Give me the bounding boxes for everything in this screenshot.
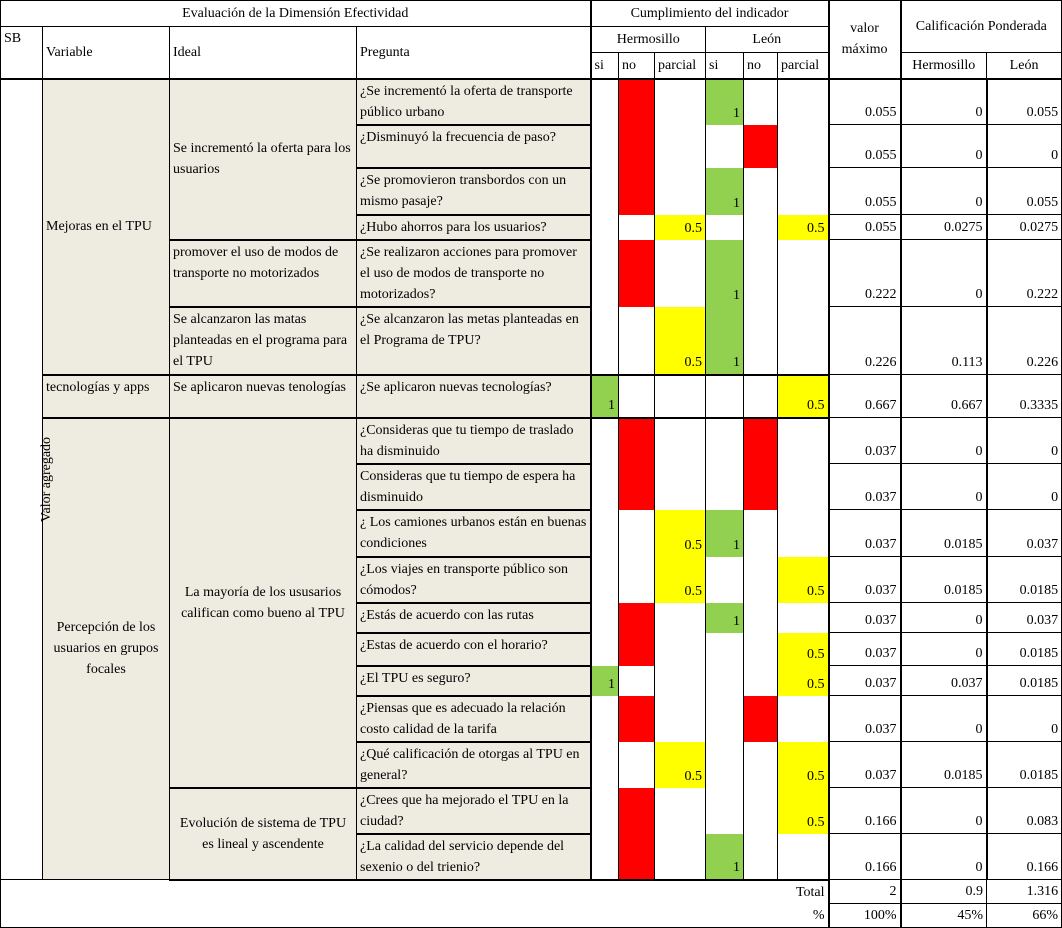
question-cell: ¿Qué calificación de otorgas al TPU en general? — [357, 742, 591, 788]
l-parcial-header: parcial — [778, 53, 829, 79]
variable-cell: tecnologías y apps — [43, 375, 170, 418]
hermosillo-si-mark — [591, 510, 619, 557]
calif-hermosillo-cell: 0.0185 — [901, 742, 987, 788]
calif-leon-cell: 0.055 — [987, 168, 1062, 215]
valor-maximo-cell: 0.055 — [829, 215, 901, 240]
leon-si-mark: 1 — [706, 168, 744, 215]
ideal-cell: promover el uso de modos de transporte no motorizados — [170, 240, 357, 307]
question-cell: ¿Crees que ha mejorado el TPU en la ciudad? — [357, 788, 591, 834]
hermosillo-no-mark — [619, 375, 655, 418]
hermosillo-si-mark: 1 — [591, 375, 619, 418]
valor-maximo-cell: 0.055 — [829, 125, 901, 168]
calif-leon-cell: 0.0185 — [987, 742, 1062, 788]
leon-parcial-mark: 0.5 — [778, 788, 829, 834]
variable-header: Variable — [43, 27, 170, 79]
calif-hermosillo-cell: 0 — [901, 125, 987, 168]
calif-hermosillo-cell: 0 — [901, 696, 987, 742]
hermosillo-no-mark: 0 — [619, 696, 655, 742]
leon-parcial-mark — [778, 418, 829, 464]
question-cell: ¿ Los camiones urbanos están en buenas condiciones — [357, 510, 591, 557]
leon-parcial-mark: 0.5 — [778, 666, 829, 696]
ideal-header: Ideal — [170, 27, 357, 79]
pct-leon: 66% — [987, 904, 1062, 928]
hermosillo-parcial-mark — [655, 240, 706, 307]
leon-parcial-mark — [778, 240, 829, 307]
calif-leon-cell: 0 — [987, 125, 1062, 168]
valor-maximo-cell: 0.037 — [829, 418, 901, 464]
hermosillo-si-mark — [591, 603, 619, 633]
total-hermosillo: 0.9 — [901, 880, 987, 904]
pregunta-header: Pregunta — [357, 27, 591, 79]
question-cell: ¿Piensas que es adecuado la relación costo calidad de la tarifa — [357, 696, 591, 742]
leon-parcial-mark — [778, 464, 829, 510]
leon-parcial-mark — [778, 510, 829, 557]
calif-leon-header: León — [987, 53, 1062, 79]
leon-si-mark: 1 — [706, 510, 744, 557]
leon-parcial-mark — [778, 307, 829, 375]
calif-leon-cell: 0.0275 — [987, 215, 1062, 240]
hermosillo-si-mark — [591, 834, 619, 880]
hermosillo-no-mark: 0 — [619, 834, 655, 880]
ideal-cell: Se incrementó la oferta para los usuarios — [170, 79, 357, 240]
question-cell: Consideras que tu tiempo de espera ha disminuido — [357, 464, 591, 510]
h-si-header: si — [591, 53, 619, 79]
hermosillo-si-mark — [591, 79, 619, 125]
hermosillo-si-mark — [591, 418, 619, 464]
hermosillo-parcial-mark — [655, 79, 706, 125]
sb-header: SB — [1, 27, 43, 79]
leon-si-mark — [706, 788, 744, 834]
calif-leon-cell: 0.0185 — [987, 666, 1062, 696]
ideal-cell: Se alcanzaron las matas planteadas en el programa para el TPU — [170, 307, 357, 375]
calif-leon-cell: 0.037 — [987, 603, 1062, 633]
leon-no-mark — [744, 742, 778, 788]
calif-leon-cell: 0.0185 — [987, 633, 1062, 666]
leon-no-mark — [744, 834, 778, 880]
hermosillo-si-mark — [591, 464, 619, 510]
valor-maximo-cell: 0.037 — [829, 666, 901, 696]
leon-si-mark — [706, 215, 744, 240]
calif-leon-cell: 0.166 — [987, 834, 1062, 880]
calif-hermosillo-header: Hermosillo — [901, 53, 987, 79]
hermosillo-no-mark: 0 — [619, 79, 655, 125]
calif-hermosillo-cell: 0.0275 — [901, 215, 987, 240]
calif-leon-cell: 0 — [987, 464, 1062, 510]
leon-no-mark — [744, 557, 778, 603]
total-label: Total — [1, 880, 829, 904]
valor-maximo-cell: 0.037 — [829, 633, 901, 666]
leon-parcial-mark: 0.5 — [778, 215, 829, 240]
hermosillo-si-mark — [591, 215, 619, 240]
calif-leon-cell: 0 — [987, 696, 1062, 742]
hermosillo-parcial-mark — [655, 464, 706, 510]
hermosillo-no-mark — [619, 557, 655, 603]
leon-no-mark — [744, 215, 778, 240]
hermosillo-si-mark — [591, 240, 619, 307]
pct-label: % — [1, 904, 829, 928]
table-row — [1, 375, 1062, 418]
hermosillo-no-mark: 0 — [619, 168, 655, 215]
question-cell: ¿Se realizaron acciones para promover el uso de modos de transporte no motorizados? — [357, 240, 591, 307]
table-row — [1, 418, 1062, 464]
question-cell: ¿Se alcanzaron las metas planteadas en el Programa de TPU? — [357, 307, 591, 375]
hermosillo-parcial-mark — [655, 666, 706, 696]
l-si-header: si — [706, 53, 744, 79]
leon-parcial-mark — [778, 834, 829, 880]
question-cell: ¿Disminuyó la frecuencia de paso? — [357, 125, 591, 168]
hermosillo-no-mark — [619, 666, 655, 696]
calif-leon-cell: 0.3335 — [987, 375, 1062, 418]
question-cell: ¿Consideras que tu tiempo de traslado ha disminuido — [357, 418, 591, 464]
hermosillo-parcial-mark — [655, 168, 706, 215]
calif-hermosillo-cell: 0 — [901, 418, 987, 464]
calif-hermosillo-cell: 0 — [901, 168, 987, 215]
question-cell: ¿Se promovieron transbordos con un mismo pasaje? — [357, 168, 591, 215]
calif-hermosillo-cell: 0 — [901, 788, 987, 834]
valor-maximo-cell: 0.055 — [829, 168, 901, 215]
table-row — [1, 79, 1062, 125]
h-parcial-header: parcial — [655, 53, 706, 79]
hermosillo-parcial-mark — [655, 834, 706, 880]
variable-cell: Percepción de los usuarios en grupos focales — [43, 418, 170, 880]
hermosillo-no-mark — [619, 742, 655, 788]
leon-si-mark — [706, 696, 744, 742]
hermosillo-no-mark: 0 — [619, 418, 655, 464]
calif-leon-cell: 0.083 — [987, 788, 1062, 834]
valor-maximo-cell: 0.037 — [829, 742, 901, 788]
calif-hermosillo-cell: 0.0185 — [901, 557, 987, 603]
hermosillo-si-mark — [591, 557, 619, 603]
calif-hermosillo-cell: 0 — [901, 464, 987, 510]
hermosillo-parcial-mark — [655, 788, 706, 834]
leon-si-mark — [706, 633, 744, 666]
valor-maximo-cell: 0.166 — [829, 834, 901, 880]
question-cell: ¿Los viajes en transporte público son cómodos? — [357, 557, 591, 603]
leon-si-mark — [706, 742, 744, 788]
calif-leon-cell: 0.226 — [987, 307, 1062, 375]
leon-no-mark — [744, 633, 778, 666]
leon-no-mark: 0 — [744, 696, 778, 742]
leon-no-mark — [744, 240, 778, 307]
leon-si-mark — [706, 418, 744, 464]
hermosillo-si-mark — [591, 633, 619, 666]
hermosillo-parcial-mark: 0.5 — [655, 307, 706, 375]
calif-hermosillo-cell: 0 — [901, 79, 987, 125]
leon-si-mark — [706, 125, 744, 168]
calif-leon-cell: 0.222 — [987, 240, 1062, 307]
calif-hermosillo-cell: 0 — [901, 633, 987, 666]
question-cell: ¿Hubo ahorros para los usuarios? — [357, 215, 591, 240]
calif-leon-cell: 0.0185 — [987, 557, 1062, 603]
valor-maximo-cell: 0.037 — [829, 510, 901, 557]
h-no-header: no — [619, 53, 655, 79]
leon-si-mark — [706, 666, 744, 696]
leon-si-mark: 1 — [706, 240, 744, 307]
leon-header: León — [706, 27, 829, 53]
leon-si-mark: 1 — [706, 79, 744, 125]
leon-parcial-mark: 0.5 — [778, 742, 829, 788]
l-no-header: no — [744, 53, 778, 79]
hermosillo-no-mark — [619, 510, 655, 557]
hermosillo-parcial-mark — [655, 696, 706, 742]
calif-hermosillo-cell: 0 — [901, 834, 987, 880]
hermosillo-no-mark — [619, 307, 655, 375]
hermosillo-no-mark: 0 — [619, 603, 655, 633]
hermosillo-no-mark: 0 — [619, 788, 655, 834]
hermosillo-parcial-mark — [655, 375, 706, 418]
sb-cell — [1, 79, 55, 880]
calificacion-header: Calificación Ponderada — [901, 1, 1062, 53]
leon-no-mark — [744, 168, 778, 215]
valor-maximo-cell: 0.226 — [829, 307, 901, 375]
hermosillo-parcial-mark — [655, 633, 706, 666]
hermosillo-no-mark: 0 — [619, 633, 655, 666]
hermosillo-parcial-mark: 0.5 — [655, 215, 706, 240]
leon-si-mark — [706, 464, 744, 510]
leon-si-mark — [706, 375, 744, 418]
valor-maximo-header: valor máximo — [829, 1, 901, 79]
leon-no-mark — [744, 603, 778, 633]
pct-vmax: 100% — [829, 904, 901, 928]
question-cell: ¿Estas de acuerdo con el horario? — [357, 633, 591, 666]
hermosillo-parcial-mark: 0.5 — [655, 742, 706, 788]
valor-maximo-cell: 0.055 — [829, 79, 901, 125]
hermosillo-header: Hermosillo — [591, 27, 706, 53]
valor-maximo-cell: 0.166 — [829, 788, 901, 834]
leon-parcial-mark — [778, 168, 829, 215]
variable-cell: Mejoras en el TPU — [43, 79, 170, 375]
calif-hermosillo-cell: 0.037 — [901, 666, 987, 696]
calif-hermosillo-cell: 0.113 — [901, 307, 987, 375]
hermosillo-no-mark: 0 — [619, 464, 655, 510]
calif-leon-cell: 0.055 — [987, 79, 1062, 125]
valor-maximo-cell: 0.037 — [829, 603, 901, 633]
hermosillo-no-mark — [619, 215, 655, 240]
hermosillo-si-mark: 1 — [591, 666, 619, 696]
valor-maximo-cell: 0.037 — [829, 557, 901, 603]
question-cell: ¿El TPU es seguro? — [357, 666, 591, 696]
hermosillo-parcial-mark: 0.5 — [655, 557, 706, 603]
leon-no-mark — [744, 510, 778, 557]
leon-si-mark: 1 — [706, 603, 744, 633]
leon-parcial-mark: 0.5 — [778, 633, 829, 666]
total-leon: 1.316 — [987, 880, 1062, 904]
ideal-cell: Se aplicaron nuevas tenologías — [170, 375, 357, 418]
leon-no-mark — [744, 79, 778, 125]
hermosillo-parcial-mark: 0.5 — [655, 510, 706, 557]
leon-parcial-mark — [778, 603, 829, 633]
leon-no-mark — [744, 788, 778, 834]
table-title: Evaluación de la Dimensión Efectividad — [1, 1, 591, 27]
hermosillo-si-mark — [591, 742, 619, 788]
calif-hermosillo-cell: 0.667 — [901, 375, 987, 418]
cumplimiento-header: Cumplimiento del indicador — [591, 1, 829, 27]
calif-hermosillo-cell: 0 — [901, 603, 987, 633]
valor-maximo-cell: 0.667 — [829, 375, 901, 418]
total-vmax: 2 — [829, 880, 901, 904]
calif-leon-cell: 0 — [987, 418, 1062, 464]
hermosillo-no-mark: 0 — [619, 125, 655, 168]
hermosillo-si-mark — [591, 788, 619, 834]
hermosillo-si-mark — [591, 125, 619, 168]
leon-parcial-mark: 0.5 — [778, 375, 829, 418]
leon-no-mark: 0 — [744, 125, 778, 168]
calif-leon-cell: 0.037 — [987, 510, 1062, 557]
calif-hermosillo-cell: 0.0185 — [901, 510, 987, 557]
question-cell: ¿Estás de acuerdo con las rutas — [357, 603, 591, 633]
hermosillo-si-mark — [591, 168, 619, 215]
leon-no-mark: 0 — [744, 464, 778, 510]
hermosillo-parcial-mark — [655, 418, 706, 464]
leon-parcial-mark — [778, 696, 829, 742]
leon-si-mark: 1 — [706, 307, 744, 375]
leon-parcial-mark — [778, 125, 829, 168]
leon-no-mark: 0 — [744, 418, 778, 464]
leon-no-mark — [744, 375, 778, 418]
question-cell: ¿Se aplicaron nuevas tecnologías? — [357, 375, 591, 418]
leon-si-mark — [706, 557, 744, 603]
valor-maximo-cell: 0.037 — [829, 464, 901, 510]
leon-no-mark — [744, 307, 778, 375]
ideal-cell: Evolución de sistema de TPU es lineal y ascendente — [170, 788, 357, 880]
hermosillo-parcial-mark — [655, 603, 706, 633]
hermosillo-no-mark: 0 — [619, 240, 655, 307]
valor-maximo-cell: 0.037 — [829, 696, 901, 742]
pct-hermosillo: 45% — [901, 904, 987, 928]
hermosillo-parcial-mark — [655, 125, 706, 168]
leon-parcial-mark: 0.5 — [778, 557, 829, 603]
sb-label: Valor agregado — [39, 436, 55, 522]
leon-si-mark: 1 — [706, 834, 744, 880]
calif-hermosillo-cell: 0 — [901, 240, 987, 307]
valor-maximo-cell: 0.222 — [829, 240, 901, 307]
question-cell: ¿La calidad del servicio depende del sexenio o del trienio? — [357, 834, 591, 880]
leon-parcial-mark — [778, 79, 829, 125]
hermosillo-si-mark — [591, 696, 619, 742]
question-cell: ¿Se incrementó la oferta de transporte público urbano — [357, 79, 591, 125]
leon-no-mark — [744, 666, 778, 696]
ideal-cell: La mayoría de los ususarios califican como bueno al TPU — [170, 418, 357, 788]
hermosillo-si-mark — [591, 307, 619, 375]
